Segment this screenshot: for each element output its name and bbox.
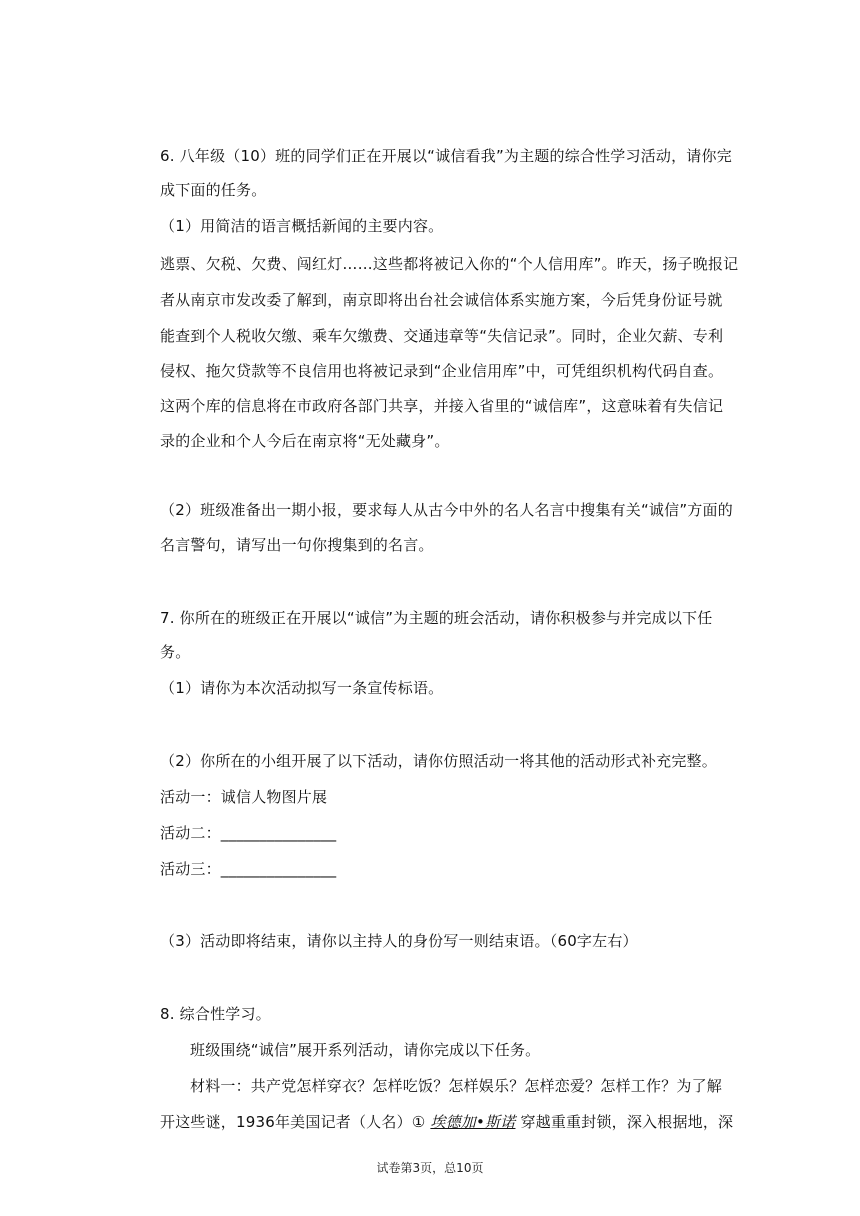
q6-line1: 6. 八年级（10）班的同学们正在开展以“诚信看我”为主题的综合性学习活动，请你完	[160, 147, 732, 165]
q6-sub2-line1: （2）班级准备出一期小报，要求每人从古今中外的名人名言中搜集有关“诚信”方面的	[160, 501, 733, 519]
q7-sub2: （2）你所在的小组开展了以下活动，请你仿照活动一将其他的活动形式补充完整。	[160, 752, 717, 770]
news-line: 者从南京市发改委了解到，南京即将出台社会诚信体系实施方案，今后凭身份证号就	[160, 291, 723, 309]
page-footer: 试卷第3页，总10页	[376, 1161, 484, 1175]
q7-activity-2: 活动二：_______________	[160, 824, 337, 842]
q7-line2: 务。	[160, 643, 191, 661]
q6-line2: 成下面的任务。	[160, 181, 267, 199]
material1-name: 埃德加•斯诺	[430, 1113, 516, 1131]
q8-line1: 8. 综合性学习。	[160, 1005, 271, 1023]
material1-text-post: 穿越重重封锁，深入根据地，深	[520, 1113, 734, 1131]
q8-intro: 班级围绕“诚信”展开系列活动，请你完成以下任务。	[190, 1041, 541, 1059]
news-line: 逃票、欠税、欠费、闯红灯……这些都将被记入你的“个人信用库”。昨天，扬子晚报记	[160, 255, 739, 273]
q7-sub1: （1）请你为本次活动拟写一条宣传标语。	[160, 679, 444, 697]
q6-sub1: （1）用简洁的语言概括新闻的主要内容。	[160, 217, 444, 235]
q7-line1: 7. 你所在的班级正在开展以“诚信”为主题的班会活动，请你积极参与并完成以下任	[160, 609, 713, 627]
news-line: 这两个库的信息将在市政府各部门共享，并接入省里的“诚信库”，这意味着有失信记	[160, 397, 724, 415]
news-line: 能查到个人税收欠缴、乘车欠缴费、交通违章等“失信记录”。同时，企业欠薪、专利	[160, 327, 724, 345]
q7-activity-1: 活动一：诚信人物图片展	[160, 788, 328, 806]
q6-sub2-line2: 名言警句，请写出一句你搜集到的名言。	[160, 536, 434, 554]
q7-sub3: （3）活动即将结束，请你以主持人的身份写一则结束语。（60字左右）	[160, 932, 638, 950]
q8-material1-line2	[160, 1112, 733, 1132]
q8-material1-line1: 材料一：共产党怎样穿衣？怎样吃饭？怎样娱乐？怎样恋爱？怎样工作？为了解	[190, 1077, 723, 1095]
news-line: 录的企业和个人今后在南京将“无处藏身”。	[160, 432, 450, 450]
news-line: 侵权、拖欠贷款等不良信用也将被记录到“企业信用库”中，可凭组织机构代码自查。	[160, 362, 724, 380]
material1-text-pre: 开这些谜，1936年美国记者（人名）①	[160, 1113, 426, 1131]
q7-activity-3: 活动三：_______________	[160, 860, 337, 878]
